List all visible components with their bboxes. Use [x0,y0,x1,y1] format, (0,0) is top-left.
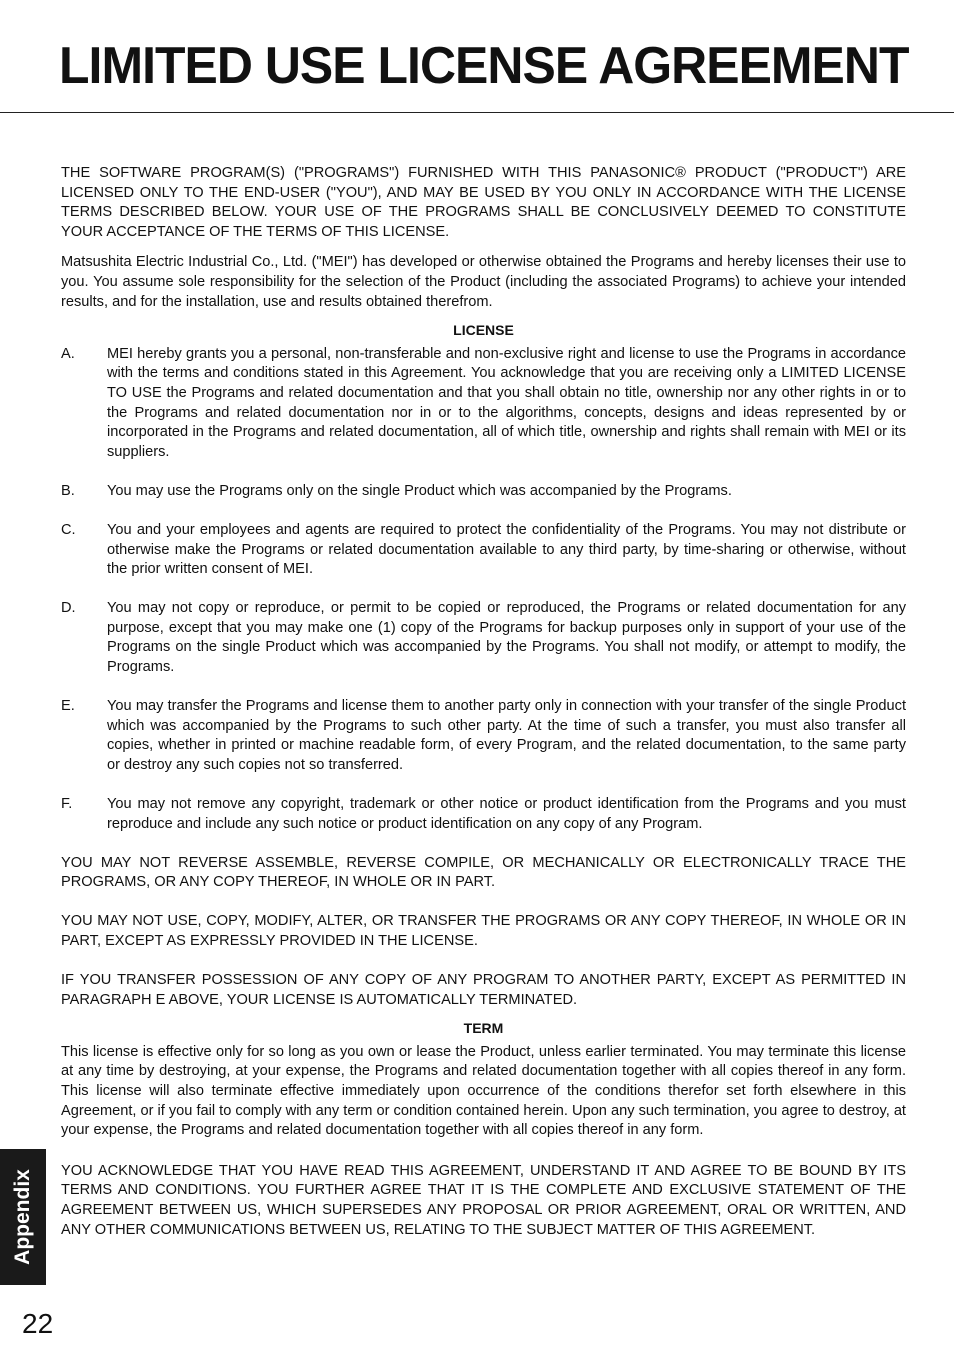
intro-mei-paragraph: Matsushita Electric Industrial Co., Ltd. ("MEI") has developed or otherwise obtained the Programs and hereby licenses their use to you. You assume sole responsibility for the selection of the Product (including the associated Programs) to achieve your intended results, and for the installation, use and results obtained therefrom. [61,254,906,310]
item-text: You may transfer the Programs and license them to another party only in connection with your transfer of the single Product which was accompanied by the Programs to such other party. At the time of such a transfer, you must also transfer all copies, whether in printed or machine readable form, of every Program, and the related documentation, to the same party or destroy any such copies not so transferred. [107,698,906,773]
appendix-tab-label: Appendix [11,1169,34,1265]
no-use-paragraph: YOU MAY NOT USE, COPY, MODIFY, ALTER, OR TRANSFER THE PROGRAMS OR ANY COPY THEREOF, IN WHOLE OR IN PART, EXCEPT AS EXPRESSLY PROVIDED IN THE LICENSE. [61,913,906,949]
reverse-engineering-paragraph: YOU MAY NOT REVERSE ASSEMBLE, REVERSE COMPILE, OR MECHANICALLY OR ELECTRONICALLY TRACE THE PROGRAMS, OR ANY COPY THEREOF, IN WHOLE OR IN PART. [61,854,906,891]
appendix-side-tab [0,1149,46,1285]
item-text: MEI hereby grants you a personal, non-transferable and non-exclusive right and license to use the Programs in accordance with the terms and conditions stated in this Agreement. You acknowledge that you are receiving only a LIMITED LICENSE TO USE the Programs and related documentation and that you shall obtain no title, ownership nor any other rights in or to the Programs and related documentation nor in or to the algorithms, concepts, designs and ideas represented by or incorporated in the Programs and related documentation, all of which title, ownership and rights shall remain with MEI or its suppliers. [107,345,906,460]
item-letter: C. [61,521,76,538]
page-title: LIMITED USE LICENSE AGREEMENT [59,37,909,95]
license-item-d [61,599,906,677]
item-text: You may not copy or reproduce, or permit to be copied or reproduced, the Programs or related documentation for any purpose, except that you may make one (1) copy of the Programs for backup purposes only in support of your use of the Programs on the single Product which was accompanied by the Programs. You shall not modify, or attempt to modify, the Programs. [107,600,906,675]
item-letter: A. [61,345,75,362]
term-heading: TERM [463,1020,504,1037]
license-heading: LICENSE [453,322,514,339]
license-item-b [61,482,906,502]
transfer-termination-paragraph: IF YOU TRANSFER POSSESSION OF ANY COPY OF ANY PROGRAM TO ANOTHER PARTY, EXCEPT AS PERMITTED IN PARAGRAPH E ABOVE, YOUR LICENSE IS AUTOMATICALLY TERMINATED. [61,972,906,1008]
term-paragraph: This license is effective only for so long as you own or lease the Product, unless earlier terminated. You may terminate this license at any time by destroying, at your expense, the Programs and related documentation together with all copies thereof in any form. This license will also terminate effective immediately upon occurrence of the conditions therefor set forth elsewhere in this Agreement, or if you fail to comply with any term or condition contained herein. Upon any such termination, you agree to destroy, at your expense, the Programs and related documentation together with all copies thereof in any form. [61,1043,906,1139]
item-text: You may use the Programs only on the single Product which was accompanied by the Programs. [107,482,732,499]
license-item-a [61,345,906,463]
title-divider [0,112,954,113]
agreement-body [61,164,906,1240]
item-letter: F. [61,795,73,812]
license-item-e [61,697,906,775]
item-text: You and your employees and agents are required to protect the confidentiality of the Programs. You may not distribute or otherwise make the Programs or related documentation available to any third party, by time-sharing or otherwise, without the prior written consent of MEI. [107,521,906,578]
item-letter: E. [61,698,75,715]
item-text: You may not remove any copyright, trademark or other notice or product identification from the Programs and you must reproduce and include any such notice or product identification on any copy of any Program. [107,795,906,832]
intro-caps-paragraph: THE SOFTWARE PROGRAM(S) ("PROGRAMS") FURNISHED WITH THIS PANASONIC® PRODUCT ("PRODUCT") ARE LICENSED ONLY TO THE END-USER ("YOU"), AND MAY BE USED BY YOU ONLY IN ACCORDANCE WITH THE LICENSE TERMS DESCRIBED BELOW. YOUR USE OF THE PROGRAMS SHALL BE CONCLUSIVELY DEEMED TO CONSTITUTE YOUR ACCEPTANCE OF THE TERMS OF THIS LICENSE. [61,165,906,240]
license-item-f [61,795,906,834]
acknowledgement-paragraph: YOU ACKNOWLEDGE THAT YOU HAVE READ THIS AGREEMENT, UNDERSTAND IT AND AGREE TO BE BOUND BY ITS TERMS AND CONDITIONS. YOU FURTHER AGREE THAT IT IS THE COMPLETE AND EXCLUSIVE STATEMENT OF THE AGREEMENT BETWEEN US, WHICH SUPERSEDES ANY PROPOSAL OR PRIOR AGREEMENT, ORAL OR WRITTEN, AND ANY OTHER COMMUNICATIONS BETWEEN US, RELATING TO THE SUBJECT MATTER OF THIS AGREEMENT. [61,1162,906,1238]
license-item-c [61,521,906,580]
item-letter: D. [61,600,76,617]
page-number: 22 [22,1308,54,1339]
license-list [61,345,906,834]
item-letter: B. [61,482,75,499]
